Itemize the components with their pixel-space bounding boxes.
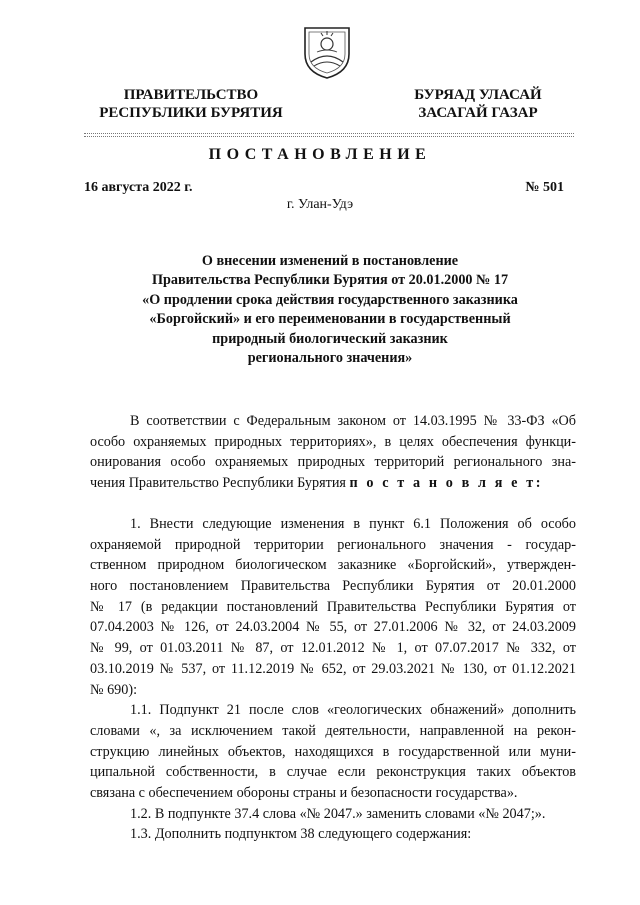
header-left <box>84 86 298 122</box>
text-line: № 99, от 01.03.2011 № 87, от 12.01.2012 № 1, от 07.07.2017 № 332, от <box>90 640 576 657</box>
text-line: 1.2. В подпункте 37.4 слова «№ 2047.» заменить словами «№ 2047;». <box>130 805 546 822</box>
text-line: охраняемой природной территории регионального значения - государ- <box>90 536 576 553</box>
text-line: 1.1. Подпункт 21 после слов «геологических обнажений» дополнить <box>130 702 576 719</box>
text-line: 03.10.2019 № 537, от 11.12.2019 № 652, от 29.03.2021 № 130, от 01.12.2021 <box>90 660 576 677</box>
text-line: онирования особо охраняемых природных территорий регионального зна- <box>90 454 576 471</box>
text-line <box>90 473 576 494</box>
decree-word: п о с т а н о в л я е т: <box>349 475 544 492</box>
header-right-line-1: БУРЯАД УЛАСАЙ <box>414 87 542 103</box>
text-line: струкцию линейных объектов, находящихся в государственной или муни- <box>90 743 576 760</box>
document-number: № 501 <box>525 180 564 195</box>
document-title <box>90 252 570 368</box>
document-date: 16 августа 2022 г. <box>84 180 193 195</box>
text-line: В соответствии с Федеральным законом от 14.03.1995 № 33-ФЗ «Об <box>130 413 576 429</box>
title-line: О внесении изменений в постановление <box>201 253 459 269</box>
decree-body <box>90 514 576 845</box>
text-line: 1.3. Дополнить подпунктом 38 следующего содержания: <box>130 826 472 843</box>
document-city: г. Улан-Удэ <box>286 197 354 212</box>
title-line: Правительства Республики Бурятия от 20.01.2000 № 17 <box>151 272 509 289</box>
text-line: 07.04.2003 № 126, от 24.03.2004 № 55, от 27.01.2006 № 32, от 24.03.2009 <box>90 619 576 636</box>
title-line: природный биологический заказник <box>212 330 448 347</box>
header-right-line-2: ЗАСАГАЙ ГАЗАР <box>418 105 538 121</box>
header-divider-2 <box>84 136 574 137</box>
text-line: связана с обеспечением обороны страны и безопасности государства». <box>90 784 518 801</box>
text-line: ципальной собственности, в случае если реконструкция таких объектов <box>90 764 576 781</box>
title-line: «О продлении срока действия государственного заказника <box>142 291 518 308</box>
intro-paragraph <box>90 411 576 494</box>
header-divider <box>84 133 574 134</box>
text-line: № 690): <box>90 681 138 698</box>
text-line: № 17 (в редакции постановлений Правительства Республики Бурятия от <box>90 598 576 615</box>
text-line: словами «, за исключением такой деятельности, направленной на рекон- <box>90 722 576 739</box>
text-line: ственном природном биологическом заказнике «Боргойский», утвержден- <box>90 557 576 574</box>
text-line: 1. Внести следующие изменения в пункт 6.1 Положения об особо <box>130 516 576 532</box>
coat-of-arms-icon <box>302 22 352 80</box>
title-line: регионального значения» <box>247 350 413 367</box>
intro-last-text: чения Правительство Республики Бурятия <box>90 475 346 492</box>
header-right <box>398 86 558 122</box>
title-line: «Боргойский» и его переименовании в государственный <box>149 311 511 328</box>
text-line: ного постановлением Правительства Республики Бурятия от 20.01.2000 <box>90 578 576 595</box>
header-left-line-2: РЕСПУБЛИКИ БУРЯТИЯ <box>99 105 283 121</box>
document-type: ПОСТАНОВЛЕНИЕ <box>208 146 432 163</box>
header-left-line-1: ПРАВИТЕЛЬСТВО <box>123 87 259 103</box>
text-line: особо охраняемых природных территориях», в целях обеспечения функци- <box>90 433 576 450</box>
